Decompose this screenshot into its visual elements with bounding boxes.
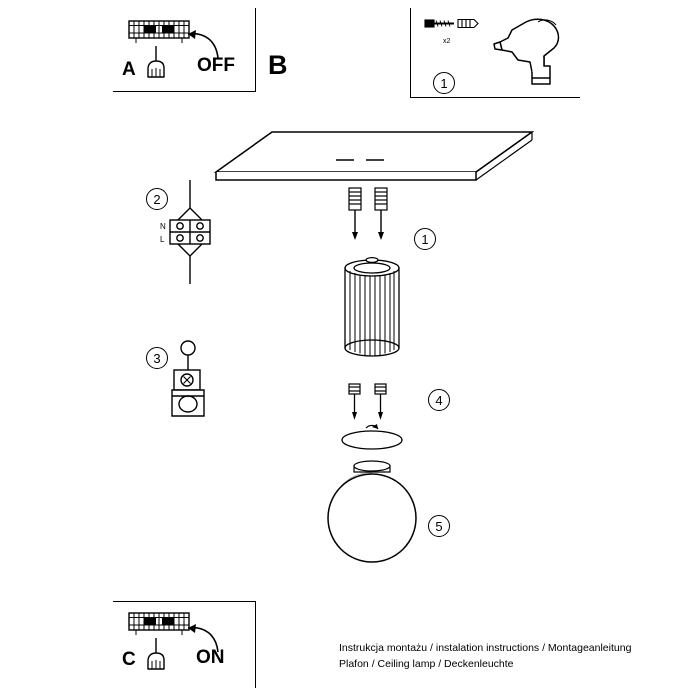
hand-pointing-icon bbox=[143, 44, 171, 78]
globe-mount-ring-icon bbox=[336, 424, 408, 454]
callout-number-earth-connector: 3 bbox=[146, 347, 168, 369]
footer-block bbox=[339, 640, 669, 673]
terminal-block-wiring-icon bbox=[160, 178, 220, 288]
panel-b-letter: B bbox=[268, 50, 288, 80]
screw-and-anchor-icon bbox=[424, 18, 484, 36]
callout-number-ceiling-mount: 1 bbox=[414, 228, 436, 250]
panel-a-letter: A bbox=[122, 59, 136, 80]
terminal-mark-l: L bbox=[160, 235, 165, 244]
footer-line-2: Plafon / Ceiling lamp / Deckenleuchte bbox=[339, 658, 514, 671]
panel-a-state-label: OFF bbox=[197, 55, 235, 76]
panel-c-state-label: ON bbox=[196, 647, 225, 668]
earth-clamp-icon bbox=[160, 338, 216, 438]
callout-number-screwkit: 1 bbox=[433, 72, 455, 94]
terminal-mark-n: N bbox=[160, 222, 166, 231]
glass-globe-icon bbox=[318, 456, 426, 566]
callout-number-lamp-body: 4 bbox=[428, 389, 450, 411]
callout-number-glass-globe: 5 bbox=[428, 515, 450, 537]
callout-number-terminal-block: 2 bbox=[146, 188, 168, 210]
lamp-body-icon bbox=[336, 256, 408, 368]
circuit-breaker-icon bbox=[128, 20, 190, 46]
screw-quantity-label: x2 bbox=[443, 38, 451, 45]
circuit-breaker-icon-on bbox=[128, 612, 190, 638]
hand-pointing-icon-on bbox=[143, 636, 171, 670]
power-drill-icon bbox=[492, 16, 570, 90]
ceiling-plate-icon bbox=[214, 130, 534, 186]
body-screws-icon bbox=[345, 382, 397, 424]
footer-line-1: Instrukcja montażu / instalation instructions / Montageanleitung bbox=[339, 642, 632, 654]
ceiling-screws-icon bbox=[345, 186, 397, 242]
panel-c-letter: C bbox=[122, 649, 136, 670]
